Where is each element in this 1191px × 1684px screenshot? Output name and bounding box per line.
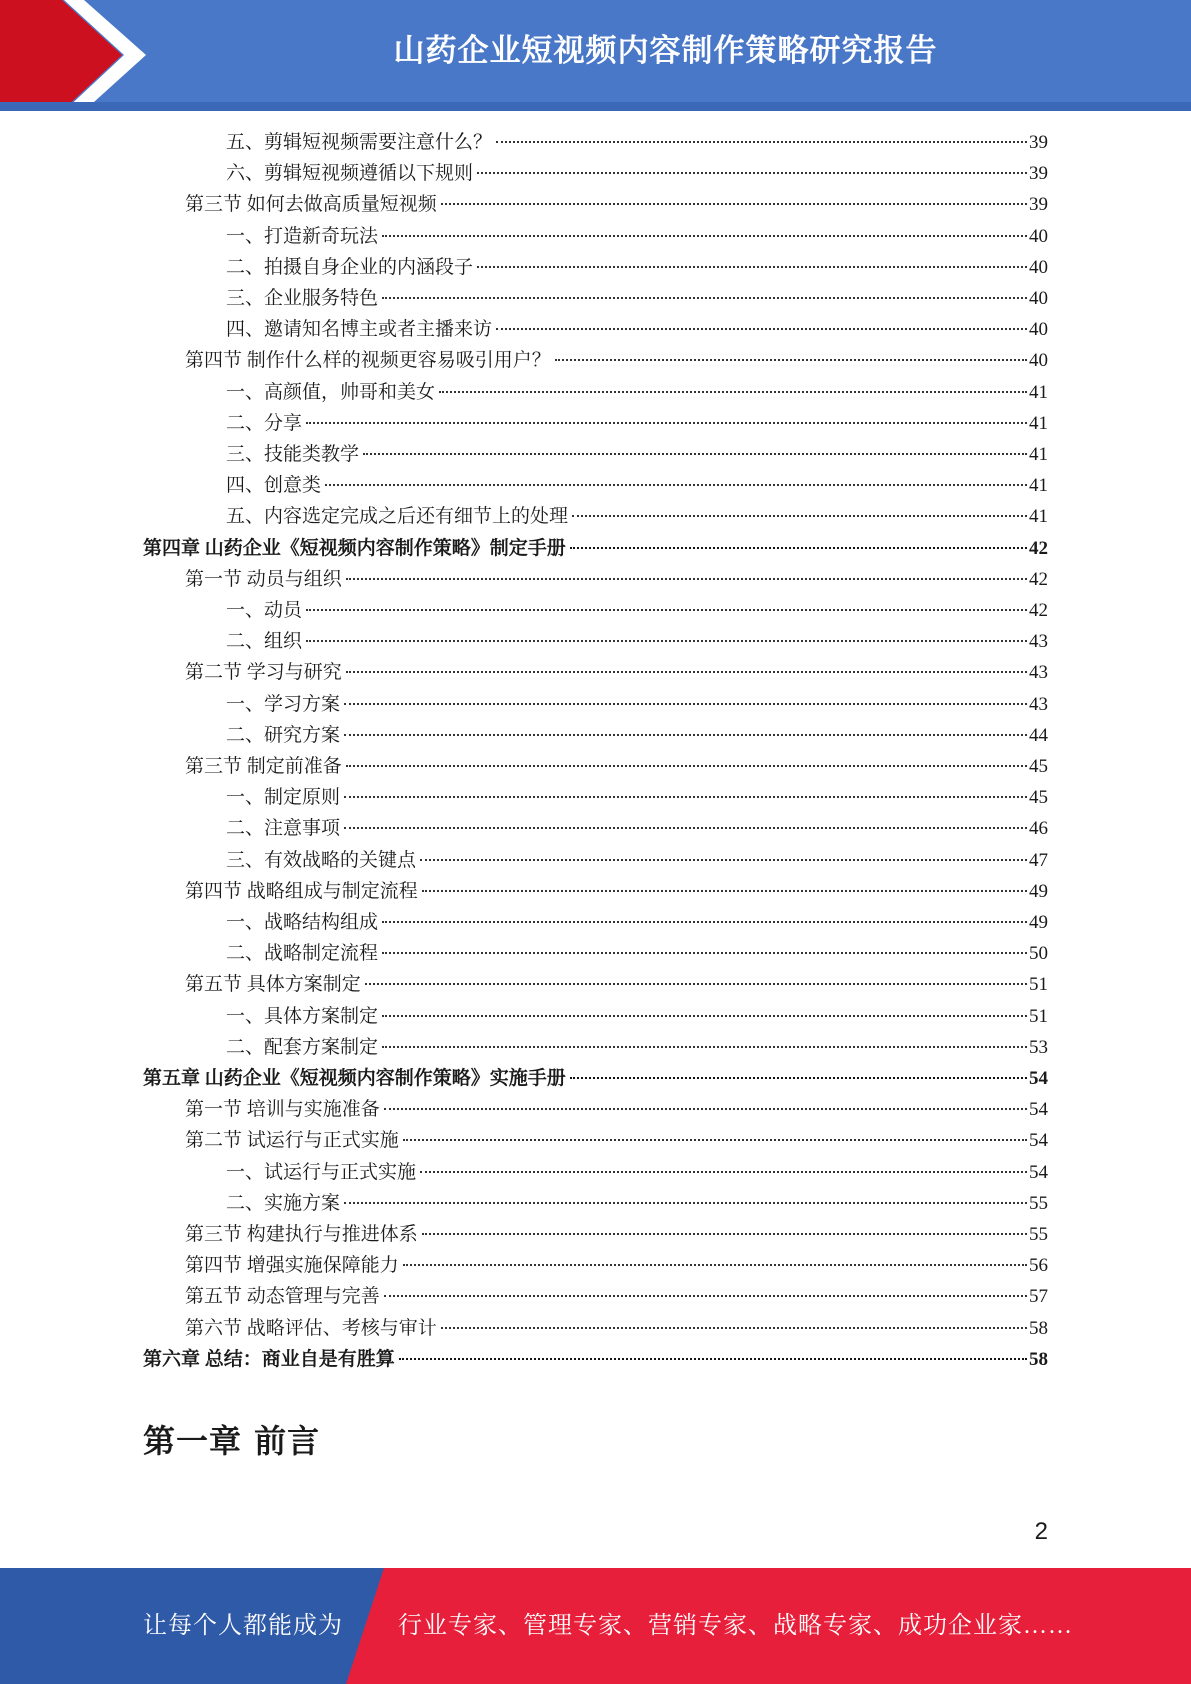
toc-entry[interactable] [226,439,1048,470]
toc-entry[interactable] [226,689,1048,720]
toc-entry-title: 第四节 增强实施保障能力 [185,1255,399,1277]
toc-entry[interactable] [185,564,1048,595]
toc-dot-leader [344,796,1027,798]
toc-entry-title: 一、具体方案制定 [226,1005,379,1027]
toc-dot-leader [344,827,1027,829]
toc-entry-title: 第四节 制作什么样的视频更容易吸引用户？ [185,350,551,372]
toc-entry-page: 40 [1029,256,1048,278]
toc-entry-title: 二、配套方案制定 [226,1036,379,1058]
toc-entry[interactable] [185,751,1048,782]
toc-entry-page: 55 [1029,1224,1048,1245]
toc-dot-leader [477,172,1027,174]
toc-entry[interactable] [226,158,1048,189]
toc-entry-page: 54 [1029,1099,1048,1121]
toc-dot-leader [439,391,1027,393]
toc-entry[interactable] [226,408,1048,439]
toc-entry-title: 第二节 学习与研究 [185,662,342,684]
toc-entry-page: 58 [1029,1348,1048,1370]
toc-entry-title: 一、动员 [226,600,303,621]
toc-entry-page: 41 [1029,412,1048,434]
toc-entry-page: 51 [1029,1005,1048,1027]
toc-entry-title: 一、战略结构组成 [226,912,379,933]
toc-dot-leader [382,952,1027,954]
toc-dot-leader [306,640,1027,642]
toc-entry-page: 40 [1029,288,1048,309]
toc-entry[interactable] [185,1125,1048,1156]
toc-entry[interactable] [226,595,1048,626]
toc-entry-title: 二、注意事项 [226,818,341,840]
toc-dot-leader [420,1171,1027,1173]
toc-entry-title: 一、学习方案 [226,693,341,715]
toc-entry-page: 54 [1029,1130,1048,1152]
toc-entry-title: 五、剪辑短视频需要注意什么？ [226,132,493,153]
toc-entry[interactable] [226,314,1048,345]
toc-entry-title: 第二节 试运行与正式实施 [185,1130,399,1152]
toc-entry-page: 58 [1029,1317,1048,1339]
toc-dot-leader [344,703,1027,705]
toc-entry-page: 57 [1029,1286,1048,1308]
toc-entry-title: 第三节 构建执行与推进体系 [185,1224,418,1245]
toc-entry[interactable] [185,876,1048,907]
toc-entry[interactable] [226,907,1048,938]
toc-entry-title: 第六章 总结：商业自是有胜算 [143,1348,395,1370]
toc-entry[interactable] [226,501,1048,532]
toc-dot-leader [570,1077,1027,1079]
toc-entry[interactable] [143,533,1048,564]
toc-entry-page: 40 [1029,225,1048,247]
toc-entry-page: 43 [1029,662,1048,684]
toc-entry[interactable] [143,1344,1048,1375]
toc-entry-page: 44 [1029,724,1048,746]
report-title: 山药企业短视频内容制作策略研究报告 [393,33,938,69]
toc-entry-title: 第五章 山药企业《短视频内容制作策略》实施手册 [143,1068,566,1089]
toc-entry-page: 42 [1029,600,1048,621]
toc-entry-title: 第四章 山药企业《短视频内容制作策略》制定手册 [143,537,566,559]
toc-entry-title: 二、组织 [226,631,303,653]
toc-dot-leader [382,235,1027,237]
toc-dot-leader [365,983,1027,985]
toc-entry-page: 49 [1029,880,1048,902]
toc-dot-leader [403,1264,1027,1266]
toc-entry-page: 54 [1029,1161,1048,1183]
toc-entry[interactable] [226,845,1048,876]
toc-entry-page: 41 [1029,475,1048,497]
toc-entry[interactable] [226,127,1048,158]
toc-entry-title: 三、技能类教学 [226,444,360,465]
toc-entry-title: 第三节 如何去做高质量短视频 [185,194,437,216]
toc-entry-page: 45 [1029,787,1048,809]
toc-dot-leader [363,453,1027,455]
toc-dot-leader [422,1233,1027,1235]
toc-entry[interactable] [226,1032,1048,1063]
toc-entry-page: 56 [1029,1255,1048,1277]
page-footer [0,1568,1191,1684]
toc-entry[interactable] [143,1063,1048,1094]
toc-entry-page: 41 [1029,381,1048,403]
toc-entry[interactable] [226,283,1048,314]
toc-entry-title: 四、邀请知名博主或者主播来访 [226,319,493,341]
toc-entry-title: 一、试运行与正式实施 [226,1161,417,1183]
toc-entry-page: 42 [1029,537,1048,559]
toc-dot-leader [384,1108,1027,1110]
toc-entry-page: 55 [1029,1192,1048,1214]
toc-dot-leader [325,484,1027,486]
toc-dot-leader [346,578,1027,580]
toc-entry-title: 二、研究方案 [226,724,341,746]
toc-entry[interactable] [185,1219,1048,1250]
footer-slogan-left: 让每个人都能成为 [143,1613,343,1639]
toc-entry-page: 40 [1029,350,1048,372]
toc-dot-leader [382,297,1027,299]
toc-dot-leader [496,141,1027,143]
toc-dot-leader [422,890,1027,892]
toc-entry-page: 43 [1029,693,1048,715]
toc-entry-page: 41 [1029,506,1048,528]
toc-entry-title: 一、高颜值，帅哥和美女 [226,381,436,403]
toc-entry-title: 第五节 具体方案制定 [185,974,361,996]
toc-dot-leader [306,609,1027,611]
toc-entry-title: 二、拍摄自身企业的内涵段子 [226,256,474,278]
toc-entry-title: 一、打造新奇玩法 [226,225,379,247]
toc-entry[interactable] [185,969,1048,1000]
toc-entry[interactable] [226,782,1048,813]
toc-entry-title: 二、战略制定流程 [226,943,379,965]
toc-dot-leader [403,1139,1027,1141]
toc-entry-page: 39 [1029,194,1048,216]
toc-entry-page: 39 [1029,163,1048,185]
footer-slogan-right: 行业专家、管理专家、营销专家、战略专家、成功企业家…… [398,1613,1073,1639]
toc-dot-leader [399,1358,1027,1360]
toc-dot-leader [572,515,1027,517]
toc-entry[interactable] [185,345,1048,376]
toc-dot-leader [555,359,1027,361]
toc-entry[interactable] [185,189,1048,220]
toc-entry-title: 五、内容选定完成之后还有细节上的处理 [226,506,569,528]
toc-entry-title: 第五节 动态管理与完善 [185,1286,380,1308]
toc-entry-title: 四、创意类 [226,475,322,497]
page-header [0,0,1191,111]
toc-dot-leader [441,203,1027,205]
toc-entry-title: 第一节 动员与组织 [185,568,342,590]
toc-entry-title: 三、有效战略的关键点 [226,849,417,871]
toc-dot-leader [346,765,1027,767]
toc-entry-title: 第一节 培训与实施准备 [185,1099,380,1121]
toc-entry[interactable] [226,1157,1048,1188]
toc-dot-leader [384,1295,1027,1297]
toc-entry[interactable] [185,1250,1048,1281]
toc-dot-leader [382,1015,1027,1017]
toc-entry-page: 47 [1029,849,1048,871]
toc-dot-leader [382,921,1027,923]
page-number: 2 [1034,1518,1048,1545]
toc-entry-page: 43 [1029,631,1048,653]
toc-dot-leader [344,1202,1027,1204]
toc-entry-page: 42 [1029,568,1048,590]
toc-entry-page: 49 [1029,912,1048,933]
toc-dot-leader [306,422,1027,424]
toc-entry[interactable] [226,470,1048,501]
toc-entry-page: 51 [1029,974,1048,996]
toc-entry[interactable] [185,657,1048,688]
toc-entry-title: 一、制定原则 [226,787,341,809]
toc-entry[interactable] [226,252,1048,283]
toc-entry-page: 46 [1029,818,1048,840]
toc-entry-page: 45 [1029,756,1048,777]
toc-entry[interactable] [185,1094,1048,1125]
toc-dot-leader [344,734,1027,736]
toc-entry-page: 41 [1029,444,1048,465]
toc-dot-leader [477,266,1027,268]
toc-entry[interactable] [185,1313,1048,1344]
toc-entry-page: 50 [1029,943,1048,965]
toc-entry[interactable] [226,1188,1048,1219]
toc-dot-leader [570,547,1027,549]
toc-entry[interactable] [185,1281,1048,1312]
toc-entry-title: 第六节 战略评估、考核与审计 [185,1317,437,1339]
toc-entry-title: 六、剪辑短视频遵循以下规则 [226,163,474,185]
toc-entry-title: 二、实施方案 [226,1192,341,1214]
toc-entry-title: 第三节 制定前准备 [185,756,342,777]
toc-entry[interactable] [226,221,1048,252]
toc-entry-page: 54 [1029,1068,1048,1089]
toc-entry[interactable] [226,938,1048,969]
toc-entry-page: 53 [1029,1036,1048,1058]
toc-dot-leader [420,859,1027,861]
toc-entry[interactable] [226,1001,1048,1032]
toc-entry[interactable] [226,720,1048,751]
toc-dot-leader [346,671,1027,673]
toc-dot-leader [441,1327,1027,1329]
toc-dot-leader [382,1046,1027,1048]
toc-entry[interactable] [226,377,1048,408]
toc-dot-leader [496,328,1027,330]
toc-entry-title: 三、企业服务特色 [226,288,379,309]
chapter-heading: 第一章 前言 [143,1422,321,1460]
toc-entry-page: 39 [1029,132,1048,153]
toc-entry[interactable] [226,626,1048,657]
toc-entry-title: 第四节 战略组成与制定流程 [185,880,418,902]
toc-entry-title: 二、分享 [226,412,303,434]
toc-entry-page: 40 [1029,319,1048,341]
toc-entry[interactable] [226,813,1048,844]
